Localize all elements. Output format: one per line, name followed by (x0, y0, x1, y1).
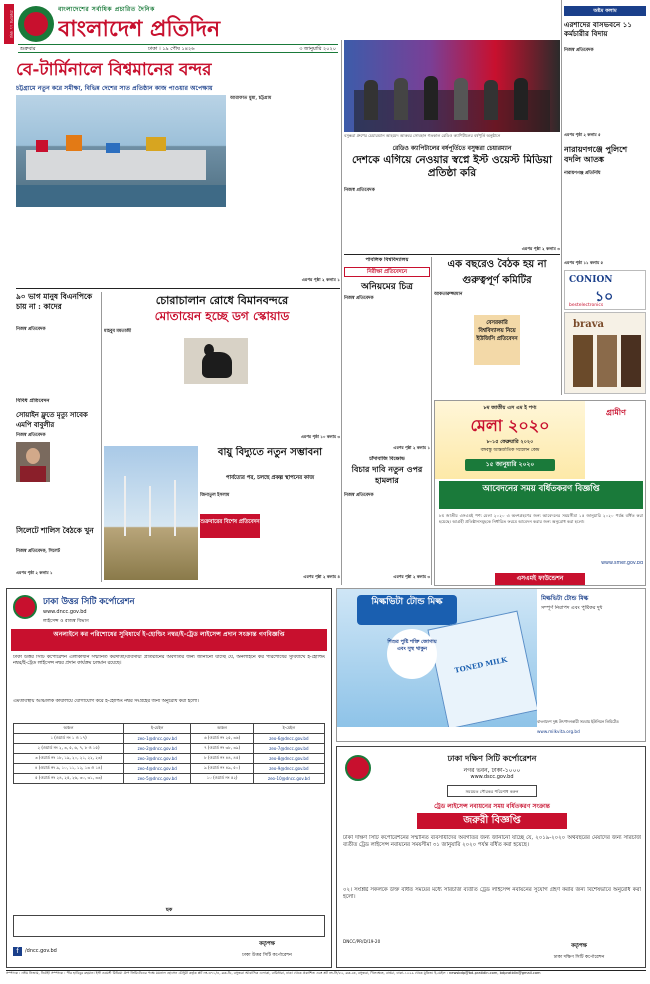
mela-web: www.smef.gov.bd (601, 561, 643, 566)
mela-dates: ৮-১৫ ফেব্রুয়ারি ২০২০ (486, 439, 534, 445)
brief-item2-headline: সিলেটে শালিস বৈঠকে খুন (16, 526, 94, 535)
lead-body-right (230, 95, 340, 207)
grameen-logo: গ্রামীণ (606, 407, 626, 417)
trial-kicker: চাঁদাবাজি বিক্ষোভ (369, 456, 405, 462)
milkvita-ad (336, 588, 646, 742)
mela-body: ৮ম জাতীয় এসএমই পণ্য মেলা ২০২০ এ অংশগ্রহণের জন্য আবেদনের সময়সীমা ১৫ জানুয়ারি ২০২০ পর্যন্ত বর্ধিত করা হয়েছে। আগ্রহী প্রতিষ্ঠানসমূহকে নির্ধারিত ফরমে আবেদন করার জন্য অনুরোধ করা হলো। (439, 513, 643, 524)
dncc-body-1: ঢাকা উত্তর সিটি কর্পোরেশন এলাকাধীন সম্মানিত করদাতা/ব্যবসায়ী প্রতিষ্ঠানের অবগতির জন্য জানানো যাচ্ছে যে, অনলাইনে কর পরিশোধের সুবিধার্থে ই-হোল্ডিং নম্বর/ই-ট্রেড লাইসেন্স নম্বর প্রদান কার্যক্রম চলমান রয়েছে। (13, 655, 325, 667)
milk-brand: মিল্কভিটা টোন্ড মিল্ক (541, 595, 589, 602)
radio-story (344, 40, 560, 255)
masthead-day: শুক্রবার (20, 46, 36, 52)
dncc-web: www.dncc.gov.bd (43, 609, 87, 615)
masthead-date-en: ৩ জানুয়ারি ২০২০ (299, 46, 336, 52)
table-cell-email[interactable]: zeo-7@dncc.gov.bd (253, 744, 324, 754)
university-kicker: পাবলিক বিশ্ববিদ্যালয় (365, 257, 409, 263)
milk-tagline: সম্পূর্ণ নিরাপদ এবং পুষ্টিকর দুধ (541, 605, 603, 611)
brief-item1-headline: সোয়াইন ফ্লুতে মৃত্যু সাবেক এমপি বাবুলীর (16, 411, 88, 429)
smuggle-headline-2: মোতায়েন হচ্ছে ডগ স্কোয়াড (154, 309, 290, 323)
right-item1-byline: নিজস্ব প্রতিবেদক (564, 48, 594, 53)
table-cell-zone: ৬ (ওয়ার্ড নং ২৫, ৩৬) (191, 734, 253, 744)
masthead-date: ঢাকা । ১৯ পৌষ ১৪২৬ (148, 46, 195, 52)
table-header-zone-2: অঞ্চল (191, 724, 253, 734)
brief-cont: এরপর পৃষ্ঠা ২ কলাম ১ (16, 570, 53, 575)
dscc-body: ঢাকা দক্ষিণ সিটি কর্পোরেশনের সম্মানিত ব্যবসায়ীদের অবগতির জন্য জানানো যাচ্ছে যে, ২০১৯-২০২০ অর্থবছরের মেয়াদের জন্য সারচার্জ ব্যতীত ট্রেড লাইসেন্স নবায়নের সময়সীমা ৩১ জানুয়ারি ২০২০ পর্যন্ত বর্ধিত করা হয়েছে। (343, 835, 641, 849)
brief-story (16, 398, 100, 578)
dscc-address: নগর ভবন, ঢাকা-১০০০ (463, 767, 521, 774)
dncc-facebook-link[interactable]: /dncc.gov.bd (25, 948, 57, 954)
table-row (14, 774, 325, 784)
wind-story (104, 446, 340, 584)
mela-place: বঙ্গবন্ধু আন্তর্জাতিক সম্মেলন কেন্দ্র (480, 448, 540, 453)
committee-headline-1: এক বছরেও বৈঠক হয় না (447, 259, 547, 270)
right-column (564, 0, 650, 300)
university-cont: এরপর পৃষ্ঠা ২ কলাম ১ (393, 445, 430, 450)
milk-web: www.milkvita.org.bd (537, 729, 580, 734)
table-cell-email[interactable]: zeo-1@dncc.gov.bd (124, 734, 191, 744)
brava-ad (564, 312, 646, 394)
dncc-bottom-head: ছক (165, 907, 173, 913)
brief-title: বিবিধ প্রতিবেদন (16, 398, 50, 404)
lead-body-lines (16, 209, 340, 285)
masthead-side-label: প্রকাশের ১১ বছর (4, 4, 14, 44)
smuggle-story (104, 292, 340, 442)
table-cell-email[interactable]: zeo-2@dncc.gov.bd (124, 744, 191, 754)
milk-visual (337, 589, 537, 727)
wind-byline: জিনাতুল ইসলাম (200, 493, 230, 498)
masthead-tagline: বাংলাদেশের সর্বাধিক প্রচারিত দৈনিক (58, 6, 155, 13)
smuggle-headline-1: চোরাচালান রোধে বিমানবন্দরে (155, 294, 289, 307)
conion-logo: CONION (569, 275, 613, 285)
zone-table (13, 723, 325, 784)
table-cell-zone: ৮ (ওয়ার্ড নং ৪৪, ৪৫) (191, 754, 253, 764)
radio-caption: বসুন্ধরা গ্রুপের চেয়ারম্যান আহমেদ আকবর সোবহান গতকাল রেডিও ক্যাপিটালের বর্ষপূর্তি অনুষ্ঠানে (344, 133, 501, 138)
milk-pack (427, 611, 537, 727)
mela-org: এসএমই ফাউন্ডেশন (495, 573, 585, 585)
wind-photo (104, 446, 198, 580)
right-item2-headline: নারায়ণগঞ্জে পুলিশে বদলি আতঙ্ক (564, 144, 628, 164)
mela-deadline: ১৫ জানুয়ারি ২০২০ (465, 459, 555, 471)
dscc-subject: ট্রেড লাইসেন্স নবায়নের সময় বর্ধিতকরণ সংক্রান্ত (434, 803, 550, 810)
sme-mela-ad (434, 400, 646, 586)
mela-banner (435, 401, 585, 479)
brief-item2-byline: নিজস্ব প্রতিবেদক, সিলেট (16, 549, 61, 554)
dscc-title: ঢাকা দক্ষিণ সিটি কর্পোরেশন (447, 753, 537, 763)
facebook-icon: f (13, 947, 22, 956)
milk-brand-logo: মিল্কভিটা টোন্ড মিল্ক (357, 595, 457, 625)
lead-subhead: চট্টগ্রামে নতুন করে সমীক্ষা, বিভিন্ন দেশের সাত প্রতিষ্ঠান কাজ পাওয়ার অপেক্ষায় (16, 85, 213, 92)
right-item2-byline: নারায়ণগঞ্জ প্রতিনিধি (564, 171, 601, 176)
masthead-dateline (18, 44, 338, 53)
radio-kicker: রেডিও ক্যাপিটালের বর্ষপূর্তিতে বসুন্ধরা চেয়ারম্যান (392, 145, 512, 152)
portrait-photo (16, 442, 50, 482)
university-tag: নিরীক্ষা প্রতিবেদনে (344, 267, 430, 277)
lead-byline: আরাফাত মুন্না, চট্টগ্রাম (230, 96, 272, 101)
trial-cont: এরপর পৃষ্ঠা ২ কলাম ৩ (393, 574, 430, 579)
university-headline: অনিয়মের চিত্র (361, 282, 413, 292)
milk-product: TONED MILK (453, 654, 509, 675)
table-cell-email[interactable]: zeo-9@dncc.gov.bd (253, 764, 324, 774)
masthead-title: বাংলাদেশ প্রতিদিন (58, 16, 221, 40)
right-item1-cont: এরপর পৃষ্ঠা ২ কলাম ৫ (564, 132, 601, 137)
committee-byline: আকতারুজ্জামান (434, 292, 463, 297)
committee-side-box: বেসরকারি বিশ্ববিদ্যালয় নিয়ে ইউজিসি প্রতিবেদন (474, 315, 520, 365)
dscc-slogan: সময়মত পৌরকর পরিশোধ করুন (447, 785, 537, 797)
table-cell-zone: ৫ (ওয়ার্ড নং ২৪, ২৫, ২৬, ৩০, ৩১, ৩৩) (14, 774, 124, 784)
dscc-notice-headline: জরুরী বিজ্ঞপ্তি (417, 813, 567, 829)
table-cell-zone: ১০ (ওয়ার্ড নং ৫২) (191, 774, 253, 784)
divider (431, 257, 432, 585)
wind-headline: বায়ু বিদ্যুতে নতুন সম্ভাবনা (217, 447, 323, 458)
port-photo (16, 95, 226, 207)
table-cell-zone: ৩ (ওয়ার্ড নং ১৮, ১৯, ২০, ২১, ২২, ২৩) (14, 754, 124, 764)
dncc-zone-table (13, 723, 325, 903)
radio-headline: দেশকে এগিয়ে নেওয়ার স্বপ্নে ইস্ট ওয়েস্ট মিডিয়া প্রতিষ্ঠা করি (352, 154, 552, 179)
table-cell-zone: ২ (ওয়ার্ড নং ২, ৩, ৫, ৬, ৭, ৮ ও ১৫) (14, 744, 124, 754)
conion-ad (564, 270, 646, 310)
table-header-email-2: ই-মেইল (253, 724, 324, 734)
table-cell-zone: ৭ (ওয়ার্ড নং ৩৮, ৩৯) (191, 744, 253, 754)
divider (101, 292, 102, 582)
table-cell-zone: ৪ (ওয়ার্ড নং ৯, ১০, ১১, ১২, ১৩ ও ১৪) (14, 764, 124, 774)
radio-byline: নিজস্ব প্রতিবেদক (344, 188, 375, 193)
university-story (344, 257, 430, 453)
table-cell-email[interactable]: zeo-4@dncc.gov.bd (124, 764, 191, 774)
brava-logo: brava (573, 319, 605, 330)
bnp-headline: ৯০ ভাগ মানুষ বিএনপিকে চায় না : কাদের (16, 292, 93, 311)
dscc-signature: কর্তৃপক্ষ (571, 943, 587, 949)
dncc-dept: লাইসেন্স ও রাজস্ব বিভাগ (43, 619, 89, 624)
divider (344, 254, 560, 255)
milk-badge: শিশুর পুষ্টি শক্তি জোগায় এবং সুস্থ থাকুন (387, 629, 437, 679)
divider (561, 0, 562, 395)
milk-org: বাংলাদেশ দুগ্ধ উৎপাদনকারী সমবায় ইউনিয়ন লিমিটেড (537, 719, 619, 724)
table-cell-email[interactable]: zeo-5@dncc.gov.bd (124, 774, 191, 784)
dscc-signature-org: ঢাকা দক্ষিণ সিটি কর্পোরেশন (553, 955, 605, 960)
dog-photo (184, 338, 248, 384)
radio-photo (344, 40, 560, 132)
imprint-footer: সম্পাদক : নঈম নিজাম, নির্বাহী সম্পাদক : পীর হাবিবুর রহমান। ইস্ট ওয়েস্ট মিডিয়া গ্রুপ লিমিটেডের পক্ষে ময়নাল হোসেন চৌধুরী কর্তৃক প্লট নং-৩৭১/এ, ব্লক-ডি, বসুন্ধরা আবাসিক এলাকা, বারিধারা, ঢাকা থেকে প্রকাশিত এবং প্লট নং-সি/৫২, ব্লক-কে, বসুন্ধরা, খিলক্ষেত, বাড্ডা, ঢাকা-১২২৯ থেকে মুদ্রিত। ই-মেইল : newsbdp@bd-pratidin.com, bdpratidin@gmail.com (6, 970, 646, 982)
table-cell-email[interactable]: zeo-6@dncc.gov.bd (253, 734, 324, 744)
conion-number: ১০ (595, 289, 614, 305)
mela-title: মেলা ২০২০ (470, 416, 550, 435)
mela-top: ৮ম জাতীয় এস এম ই পণ্য (483, 405, 537, 411)
table-row (14, 734, 325, 744)
university-byline: নিজস্ব প্রতিবেদক (344, 296, 374, 301)
smuggle-cont: এরপর পৃষ্ঠা ১০ কলাম ৩ (300, 434, 340, 439)
logo-emblem (18, 6, 54, 42)
table-cell-email[interactable]: zeo-8@dncc.gov.bd (253, 754, 324, 764)
table-row (14, 744, 325, 754)
table-cell-email[interactable]: zeo-3@dncc.gov.bd (124, 754, 191, 764)
committee-headline-2: গুরুত্বপূর্ণ কমিটির (462, 275, 532, 286)
table-row (14, 764, 325, 774)
best-electronics-logo: bestelectronics (569, 303, 604, 308)
dscc-emblem (345, 755, 371, 781)
right-item2-cont: এরপর পৃষ্ঠা ১১ কলাম ৫ (564, 260, 604, 265)
wind-badge: শুক্রবারের বিশেষ প্রতিবেদন (200, 514, 260, 538)
bnp-byline: নিজস্ব প্রতিবেদক (16, 327, 46, 332)
trial-headline: বিচার দাবি নতুন ওপর হামলার (351, 464, 423, 485)
dncc-title: ঢাকা উত্তর সিটি কর্পোরেশন (43, 596, 135, 606)
table-cell-zone: ৯ (ওয়ার্ড নং ৪৯, ৫০) (191, 764, 253, 774)
dscc-ref: DNCC/PR/D/19-20 (343, 939, 381, 944)
divider (341, 40, 342, 585)
dncc-notice-headline: অনলাইনে কর পরিশোধের সুবিধার্থে ই-হোল্ডিং নম্বর/ই-ট্রেড লাইসেন্স প্রদান সংক্রান্ত গণবিজ্ঞপ্তি (11, 629, 327, 651)
dncc-bottom-table (13, 915, 325, 937)
lead-story (16, 57, 340, 287)
smuggle-byline: মাহবুব মমতাজী (104, 329, 132, 334)
wind-cont: এরপর পৃষ্ঠা ২ কলাম ৪ (303, 574, 340, 579)
dncc-body-2: এমতাবস্থায় আঞ্চলিক কার্যালয়ে যোগাযোগ করে ই-হোল্ডিং নম্বর সংগ্রহের জন্য অনুরোধ করা হলো। (13, 699, 199, 704)
right-item1-headline: এরশাদের বাসভবনে ১১ কর্মচারীর বিদায় (564, 20, 633, 38)
trial-byline: নিজস্ব প্রতিবেদক (344, 493, 374, 498)
dscc-body-2: ০২। সংশ্লিষ্ট সকলকে উক্ত বর্ধিত সময়ের মধ্যে সারচার্জ ব্যতীত ট্রেড লাইসেন্স নবায়নের সুযোগ গ্রহণ করার জন্য বিশেষভাবে অনুরোধ করা হলো। (343, 887, 641, 901)
dncc-signature-org: ঢাকা উত্তর সিটি কর্পোরেশন (242, 953, 292, 958)
dncc-notice (6, 588, 332, 968)
brief-item1-byline: নিজস্ব প্রতিবেদক (16, 433, 46, 438)
lead-headline: বে-টার্মিনালে বিশ্বমানের বন্দর (16, 60, 212, 80)
table-cell-zone: ১ (ওয়ার্ড নং ১ ও ১৭) (14, 734, 124, 744)
divider (16, 288, 340, 289)
wind-subhead: পার্বত্যের পর, চলছে প্রকল্প স্থাপনের কাজ (225, 475, 315, 481)
table-row (14, 754, 325, 764)
radio-cont: এরপর পৃষ্ঠা ২ কলাম ৩ (521, 246, 560, 251)
mela-apply-headline: আবেদনের সময় বর্ধিতকরণ বিজ্ঞপ্তি (439, 481, 643, 509)
trial-story (344, 456, 430, 584)
table-header-zone: অঞ্চল (14, 724, 124, 734)
dncc-emblem (13, 595, 37, 619)
table-cell-email[interactable]: zeo-10@dncc.gov.bd (253, 774, 324, 784)
dncc-signature: কর্তৃপক্ষ (259, 941, 275, 947)
table-header-email: ই-মেইল (124, 724, 191, 734)
bnp-story (16, 292, 100, 402)
extra-column-label: অষ্টম কলাম (564, 6, 646, 16)
lead-cont: এরপর পৃষ্ঠা ২ কলাম ১ (301, 277, 340, 282)
dscc-web: www.dscc.gov.bd (470, 774, 514, 780)
dscc-notice (336, 746, 646, 968)
